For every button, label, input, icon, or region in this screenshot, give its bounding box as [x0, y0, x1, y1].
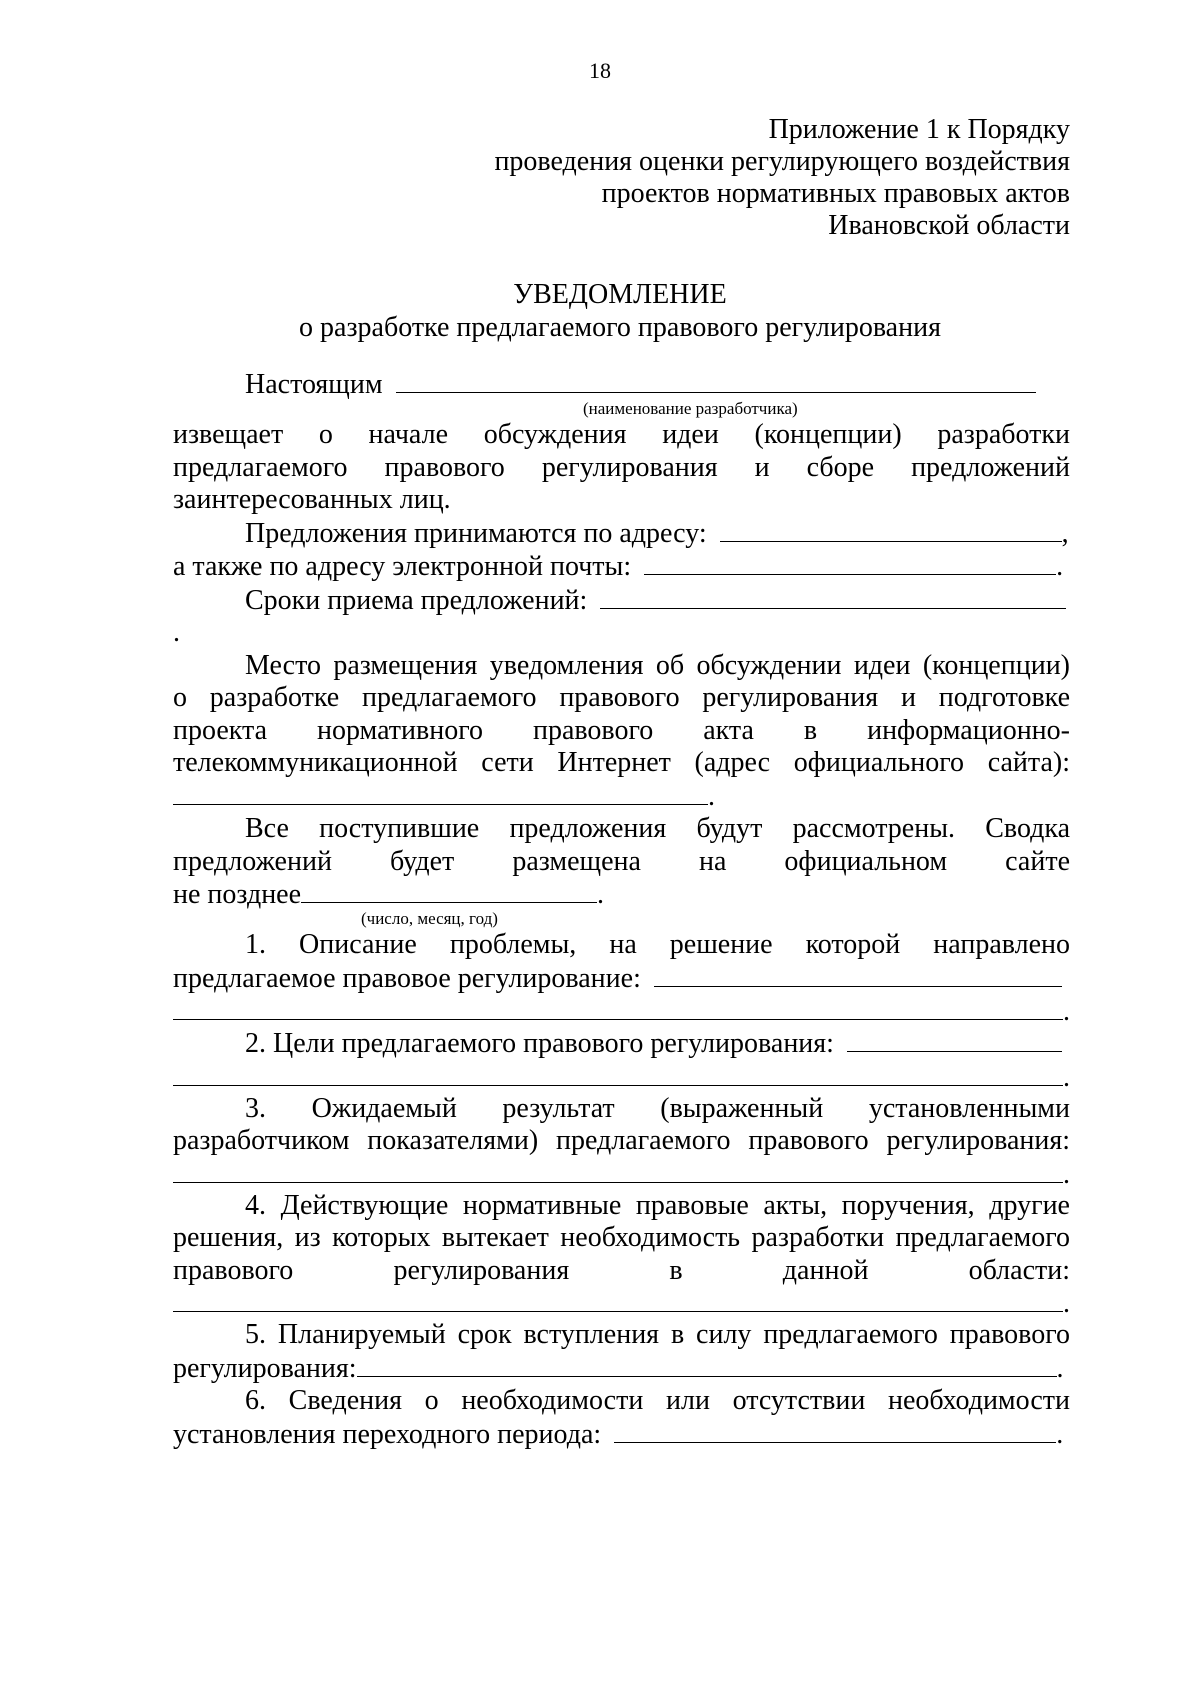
appendix-line: Ивановской области: [828, 210, 1070, 241]
item-1-period: .: [1063, 996, 1070, 1027]
item-4-field[interactable]: [173, 1287, 1063, 1312]
email-line: [173, 550, 1070, 584]
intro-lead-line: [173, 368, 1070, 400]
item-3-continuation: [173, 1158, 1070, 1190]
item-1-line: 1. Описание проблемы, на решение которой направлено: [245, 929, 1070, 960]
summary-line: предложений будет размещена на официальном сайте: [173, 845, 1070, 877]
item-5-line: 5. Планируемый срок вступления в силу предлагаемого правового: [245, 1319, 1070, 1350]
item-3-period: .: [1063, 1158, 1070, 1190]
appendix-line: Приложение 1 к Порядку: [768, 114, 1070, 145]
item-1-field[interactable]: [654, 962, 1062, 987]
item-2-label: 2. Цели предлагаемого правового регулирования:: [245, 1028, 834, 1059]
item-1-label: предлагаемое правовое регулирование:: [173, 962, 641, 994]
item-1-continuation: [173, 995, 1070, 1027]
intro-lead: Настоящим: [245, 369, 383, 400]
intro-text-line: извещает о начале обсуждения идеи (концепции) разработки: [173, 419, 1070, 450]
item-2-field-continued[interactable]: [173, 1061, 1063, 1086]
document-body: [173, 368, 1070, 1451]
item-6-line: 6. Сведения о необходимости или отсутствии необходимости: [245, 1385, 1070, 1416]
item-5-answer-line: [173, 1352, 1070, 1386]
intro-text-line: заинтересованных лиц.: [173, 484, 451, 515]
deadline-field[interactable]: [600, 584, 1066, 609]
developer-name-field[interactable]: [396, 368, 1036, 393]
placement-line: проекта нормативного правового акта в информационно-: [173, 714, 1070, 746]
summary-date-field[interactable]: [301, 878, 597, 903]
email-period: .: [1056, 551, 1064, 582]
item-6-answer-line: [173, 1418, 1070, 1452]
page-number: 18: [589, 58, 611, 83]
appendix-line: проектов нормативных правовых актов: [601, 178, 1070, 209]
summary-deadline-line: [173, 878, 1070, 910]
deadline-line: [173, 584, 1070, 650]
website-line: [173, 780, 1070, 814]
appendix-header: [494, 114, 1070, 242]
item-6-period: .: [1056, 1418, 1064, 1450]
email-label: а также по адресу электронной почты:: [173, 551, 632, 582]
address-label: Предложения принимаются по адресу:: [245, 517, 707, 549]
document-subtitle: о разработке предлагаемого правового регулирования: [299, 312, 941, 343]
item-2-continuation: [173, 1061, 1070, 1093]
intro-text-line: предлагаемого правового регулирования и сборе предложений: [173, 451, 1070, 483]
item-3-line: разработчиком показателями) предлагаемого правового регулирования:: [173, 1125, 1070, 1156]
item-4-period: .: [1063, 1288, 1070, 1319]
placement-line: телекоммуникационной сети Интернет (адрес официального сайта):: [173, 747, 1070, 778]
item-4-continuation: [173, 1287, 1070, 1319]
appendix-line: проведения оценки регулирующего воздействия: [494, 146, 1070, 177]
placement-line: Место размещения уведомления об обсуждении идеи (концепции): [245, 649, 1070, 681]
item-6-field[interactable]: [614, 1418, 1056, 1443]
address-line: [173, 517, 1070, 551]
item-4-line: 4. Действующие нормативные правовые акты, поручения, другие: [245, 1189, 1070, 1221]
item-2-period: .: [1063, 1061, 1070, 1093]
item-5-period: .: [1056, 1352, 1064, 1384]
item-1-field-continued[interactable]: [173, 995, 1063, 1020]
item-4-line: правового регулирования в данной области:: [173, 1254, 1070, 1286]
item-4-line: решения, из которых вытекает необходимость разработки предлагаемого: [173, 1222, 1070, 1253]
address-field[interactable]: [720, 517, 1062, 542]
item-2-line: [173, 1027, 1070, 1061]
website-field[interactable]: [173, 780, 708, 805]
website-period: .: [708, 780, 715, 812]
document-title: УВЕДОМЛЕНИЕ: [513, 279, 727, 310]
item-2-field[interactable]: [847, 1027, 1062, 1052]
item-3-field[interactable]: [173, 1158, 1063, 1183]
item-5-field[interactable]: [357, 1352, 1057, 1377]
developer-hint: (наименование разработчика): [583, 399, 798, 418]
deadline-period: .: [173, 617, 180, 648]
summary-deadline-label: не позднее: [173, 879, 302, 910]
deadline-label: Сроки приема предложений:: [245, 584, 588, 616]
address-comma: ,: [1061, 517, 1069, 549]
item-6-label: установления переходного периода:: [173, 1418, 602, 1450]
item-5-label: регулирования:: [173, 1352, 357, 1384]
placement-line: о разработке предлагаемого правового регулирования и подготовке: [173, 682, 1070, 713]
summary-line: Все поступившие предложения будут рассмотрены. Сводка: [245, 813, 1070, 844]
email-field[interactable]: [644, 550, 1056, 575]
item-1-answer-line: [173, 962, 1070, 996]
item-3-line: 3. Ожидаемый результат (выраженный установленными: [245, 1092, 1070, 1124]
summary-period: .: [597, 879, 605, 910]
date-hint: (число, месяц, год): [361, 909, 498, 928]
